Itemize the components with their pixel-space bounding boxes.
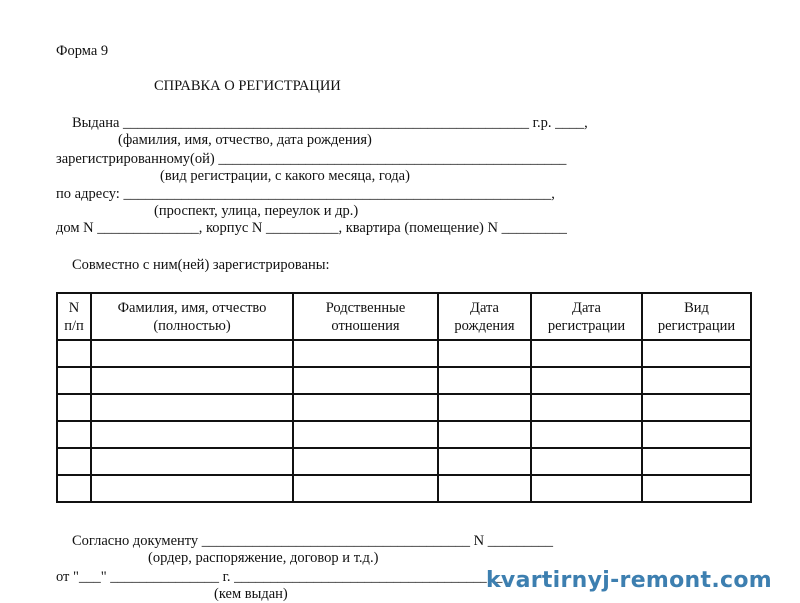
table-cell [438,394,531,421]
table-row [57,448,751,475]
table-cell [91,340,293,367]
table-row [57,340,751,367]
table-cell [293,448,438,475]
table-cell [57,448,91,475]
issued-line: Выдана ________________________________________________________ г.р. ____, [72,115,588,131]
issued-by-hint: (кем выдан) [214,586,288,602]
according-hint: (ордер, распоряжение, договор и т.д.) [148,550,379,566]
table-cell [91,367,293,394]
table-cell [91,475,293,502]
table-cell [438,448,531,475]
issued-from-line: от "___" _______________ г. _____________________________________ [56,569,503,585]
table-cell [642,421,751,448]
according-to-document-line: Согласно документу _____________________________________ N _________ [72,533,554,549]
registered-hint: (вид регистрации, с какого месяца, года) [160,168,410,184]
column-number: N п/п [57,293,91,340]
table-cell [438,421,531,448]
table-cell [57,421,91,448]
document-title: СПРАВКА О РЕГИСТРАЦИИ [154,78,341,94]
table-cell [91,394,293,421]
table-cell [293,475,438,502]
table-cell [293,367,438,394]
registered-together-label: Совместно с ним(ней) зарегистрированы: [72,257,330,273]
table-cell [438,367,531,394]
house-line: дом N ______________, корпус N __________, квартира (помещение) N _________ [56,220,567,236]
table-cell [531,367,642,394]
table-cell [293,394,438,421]
column-registration-type: Вид регистрации [642,293,751,340]
address-line: по адресу: ___________________________________________________________, [56,186,555,202]
table-cell [531,448,642,475]
table-cell [91,421,293,448]
table-cell [438,340,531,367]
table-cell [531,394,642,421]
table-cell [293,340,438,367]
site-watermark: kvartirnyj-remont.com [486,568,772,593]
issued-hint: (фамилия, имя, отчество, дата рождения) [118,132,372,148]
registered-line: зарегистрированному(ой) ________________________________________________ [56,151,567,167]
column-birth-date: Дата рождения [438,293,531,340]
table-cell [57,340,91,367]
column-relationship: Родственные отношения [293,293,438,340]
table-cell [531,475,642,502]
table-cell [531,340,642,367]
table-cell [57,367,91,394]
table-cell [531,421,642,448]
column-registration-date: Дата регистрации [531,293,642,340]
table-row [57,394,751,421]
table-header-row [57,293,751,340]
table-cell [57,394,91,421]
table-cell [642,340,751,367]
table-cell [642,448,751,475]
address-hint: (проспект, улица, переулок и др.) [154,203,359,219]
form-number: Форма 9 [56,43,109,59]
table-cell [57,475,91,502]
table-cell [642,475,751,502]
table-cell [293,421,438,448]
table-cell [91,448,293,475]
registered-persons-table [56,292,752,503]
column-full-name: Фамилия, имя, отчество (полностью) [91,293,293,340]
table-cell [642,367,751,394]
table-row [57,367,751,394]
table-row [57,421,751,448]
table-cell [642,394,751,421]
table-cell [438,475,531,502]
table-row [57,475,751,502]
